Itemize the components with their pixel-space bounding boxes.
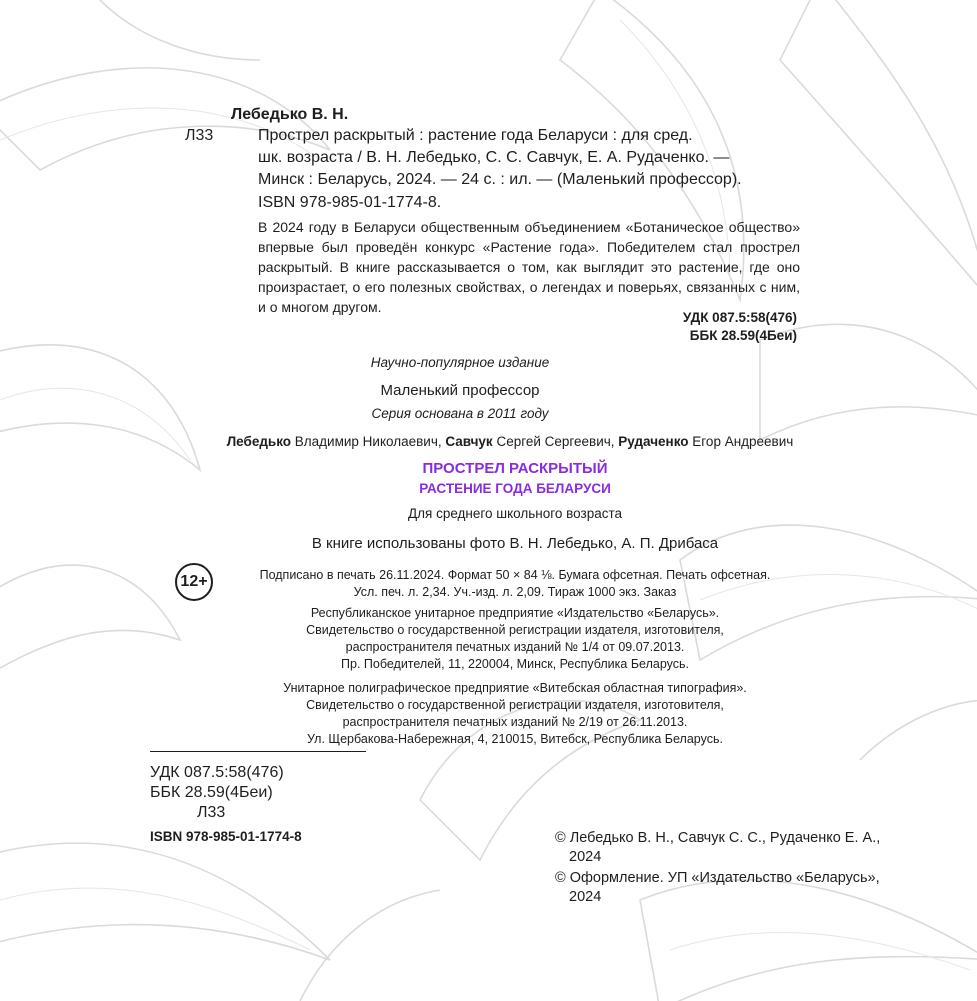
publisher-line: Пр. Победителей, 11, 220004, Минск, Республика Беларусь. — [341, 657, 689, 671]
printer-line: Ул. Щербакова-Набережная, 4, 210015, Витебск, Республика Беларусь. — [307, 732, 723, 746]
printer-block — [225, 680, 805, 748]
author-name: Владимир Николаевич, — [291, 434, 446, 449]
publisher-block — [225, 605, 805, 673]
footer-code: Л33 — [197, 804, 226, 821]
footer-udk: УДК 087.5:58(476) — [150, 764, 284, 781]
publisher-line: Свидетельство о государственной регистрации издателя, изготовителя, — [306, 623, 724, 637]
catalog-title-line-2: шк. возраста / В. Н. Лебедько, С. С. Савчук, Е. А. Рудаченко. — — [258, 149, 730, 166]
edition-type: Научно-популярное издание — [370, 355, 550, 370]
copyright-design: © Оформление. УП «Издательство «Беларусь», — [555, 870, 880, 886]
copyright-authors-year: 2024 — [569, 849, 602, 865]
authors-line — [150, 434, 870, 449]
publisher-line: распространителя печатных изданий № 1/4 от 09.07.2013. — [345, 640, 685, 654]
author-surname: Лебедько — [226, 434, 292, 449]
author-name: Егор Андреевич — [688, 434, 794, 449]
age-rating-badge — [175, 563, 213, 601]
printer-line: Свидетельство о государственной регистрации издателя, изготовителя, — [306, 698, 724, 712]
catalog-author: Лебедько В. Н. — [231, 106, 349, 123]
footer-isbn: ISBN 978-985-01-1774-8 — [150, 829, 302, 844]
author-name: Сергей Сергеевич, — [492, 434, 619, 449]
copyright-authors: © Лебедько В. Н., Савчук С. С., Рудаченко Е. А., — [555, 830, 881, 846]
catalog-udk: УДК 087.5:58(476) — [682, 310, 797, 325]
publisher-line: Республиканское унитарное предприятие «Издательство «Беларусь». — [310, 606, 720, 620]
author-surname: Рудаченко — [618, 434, 689, 449]
catalog-annotation: В 2024 году в Беларуси общественным объединением «Ботаническое общество» впервые был проведён конкурс «Растение года». Победителем стал прострел раскрытый. В книге рассказывается о том, как выглядит это растение, где оно произрастает, о его полезных свойствах, о легендах и поверьях, связанных с ним, и о многом другом. — [258, 219, 800, 315]
catalog-bbk: ББК 28.59(4Беи) — [689, 328, 797, 343]
catalog-code: Л33 — [185, 127, 214, 144]
book-title: ПРОСТРЕЛ РАСКРЫТЫЙ — [422, 460, 608, 477]
book-subtitle: РАСТЕНИЕ ГОДА БЕЛАРУСИ — [419, 481, 611, 496]
printer-line: Унитарное полиграфическое предприятие «Витебская областная типография». — [283, 681, 747, 695]
printer-line: распространителя печатных изданий № 2/19 от 26.11.2013. — [342, 715, 688, 729]
edition-series: Маленький профессор — [380, 382, 540, 399]
print-info-line-2: Усл. печ. л. 2,34. Уч.-изд. л. 2,09. Тираж 1000 экз. Заказ — [353, 585, 677, 599]
print-info-line-1: Подписано в печать 26.11.2024. Формат 50 × 84 ⅛. Бумага офсетная. Печать офсетная. — [259, 568, 771, 582]
book-audience: Для среднего школьного возраста — [407, 506, 622, 521]
author-surname: Савчук — [445, 434, 493, 449]
footer-bbk: ББК 28.59(4Беи) — [150, 784, 273, 801]
age-rating-text: 12+ — [180, 573, 208, 590]
copyright-design-year: 2024 — [569, 889, 602, 905]
edition-series-founded: Серия основана в 2011 году — [371, 406, 549, 421]
book-photos-credit: В книге использованы фото В. Н. Лебедько, А. П. Дрибаса — [311, 535, 719, 552]
footer-divider — [150, 751, 366, 752]
catalog-title-line-1: Прострел раскрытый : растение года Беларуси : для сред. — [258, 127, 693, 144]
catalog-isbn: ISBN 978-985-01-1774-8. — [258, 194, 442, 211]
catalog-title-line-3: Минск : Беларусь, 2024. — 24 с. : ил. — (Маленький профессор). — [258, 171, 742, 188]
